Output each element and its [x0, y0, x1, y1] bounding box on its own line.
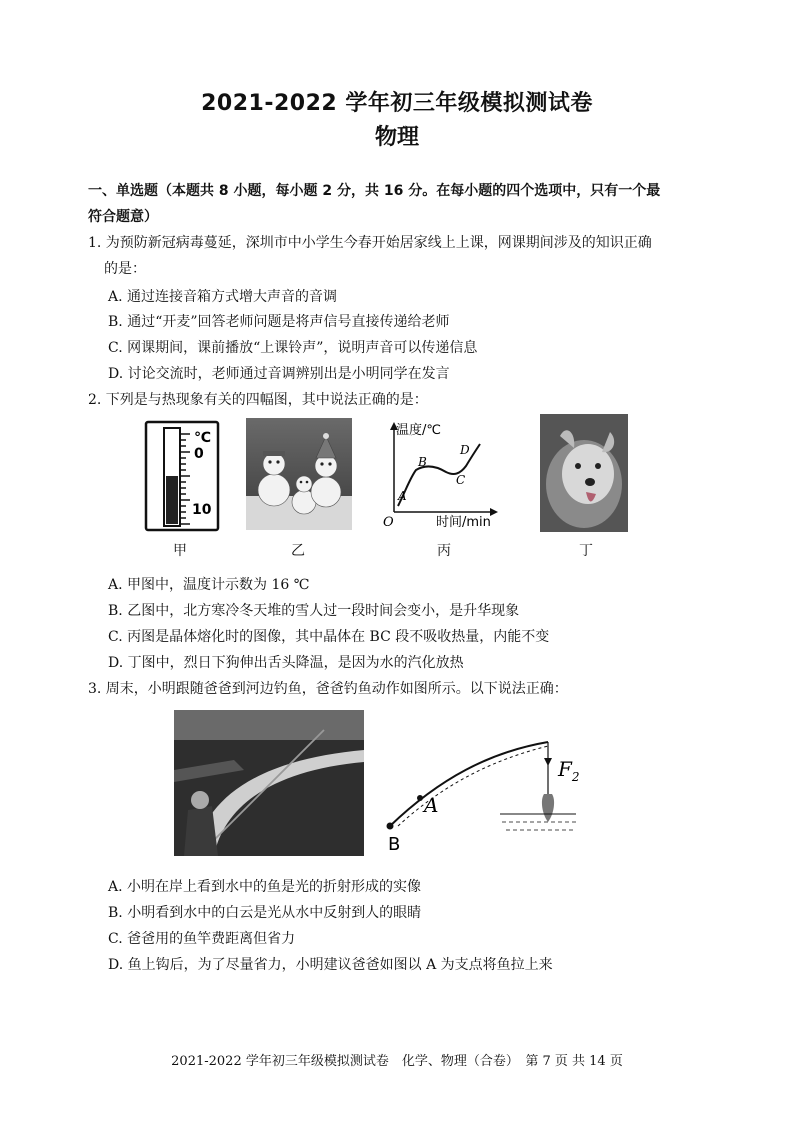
- graph-point-c: C: [456, 473, 466, 487]
- question-1-stem-cont: 的是：: [104, 261, 146, 277]
- thermometer-tick-10: 10: [192, 502, 212, 518]
- q2-option-c: C. 丙图是晶体熔化时的图像，其中晶体在 BC 段不吸收热量，内能不变: [108, 629, 550, 645]
- section-heading-line2: 符合题意）: [88, 209, 158, 225]
- graph-xlabel: 时间/min: [436, 515, 491, 530]
- caption-yi: 乙: [291, 543, 305, 559]
- q2-option-d: D. 丁图中，烈日下狗伸出舌头降温，是因为水的汽化放热: [108, 655, 464, 671]
- section-heading-line1: 一、单选题（本题共 8 小题，每小题 2 分，共 16 分。在每小题的四个选项中，只有一个最: [88, 183, 661, 199]
- page-footer: 2021-2022 学年初三年级模拟测试卷 化学、物理（合卷） 第 7 页 共 14 页: [171, 1054, 623, 1069]
- q3-option-d: D. 鱼上钩后，为了尽量省力，小明建议爸爸如图以 A 为支点将鱼拉上来: [108, 957, 553, 973]
- q2-option-b: B. 乙图中，北方寒冷冬天堆的雪人过一段时间会变小，是升华现象: [108, 603, 520, 619]
- thermometer-figure: [144, 420, 220, 532]
- fishing-lever-diagram: [380, 730, 580, 860]
- point-a-label: A: [424, 793, 439, 817]
- force-label: $F_2$: [558, 757, 580, 784]
- graph-ylabel: 温度/℃: [396, 423, 441, 438]
- dog-photo: [540, 414, 628, 532]
- exam-title: 2021-2022 学年初三年级模拟测试卷: [201, 91, 593, 116]
- snowmen-photo: [246, 418, 352, 530]
- q1-option-d: D. 讨论交流时，老师通过音调辨别出是小明同学在发言: [108, 366, 450, 382]
- caption-ding: 丁: [579, 543, 593, 559]
- caption-bing: 丙: [437, 543, 451, 559]
- graph-point-a: A: [398, 489, 407, 503]
- caption-jia: 甲: [173, 543, 187, 559]
- q3-option-a: A. 小明在岸上看到水中的鱼是光的折射形成的实像: [108, 879, 422, 895]
- thermometer-tick-0: 0: [194, 446, 204, 462]
- melting-graph: [380, 420, 514, 532]
- graph-point-b: B: [418, 455, 427, 469]
- q1-option-a: A. 通过连接音箱方式增大声音的音调: [108, 289, 338, 305]
- point-b-label: B: [388, 834, 401, 855]
- question-1-stem: 1. 为预防新冠病毒蔓延，深圳市中小学生今春开始居家线上上课，网课期间涉及的知识正确: [88, 235, 652, 251]
- q3-option-b: B. 小明看到水中的白云是光从水中反射到人的眼睛: [108, 905, 422, 921]
- question-3-stem: 3. 周末，小明跟随爸爸到河边钓鱼，爸爸钓鱼动作如图所示。以下说法正确：: [88, 681, 568, 697]
- q2-option-a: A. 甲图中，温度计示数为 16 ℃: [108, 577, 310, 593]
- subject-title: 物理: [374, 125, 419, 150]
- q3-option-c: C. 爸爸用的鱼竿费距离但省力: [108, 931, 296, 947]
- graph-point-d: D: [460, 443, 470, 457]
- q1-option-c: C. 网课期间，课前播放“上课铃声”，说明声音可以传递信息: [108, 340, 478, 356]
- thermometer-unit: ℃: [194, 430, 211, 446]
- fishing-photo: [174, 710, 364, 856]
- q1-option-b: B. 通过“开麦”回答老师问题是将声信号直接传递给老师: [108, 314, 450, 330]
- question-2-stem: 2. 下列是与热现象有关的四幅图，其中说法正确的是：: [88, 392, 428, 408]
- graph-origin: O: [383, 515, 394, 530]
